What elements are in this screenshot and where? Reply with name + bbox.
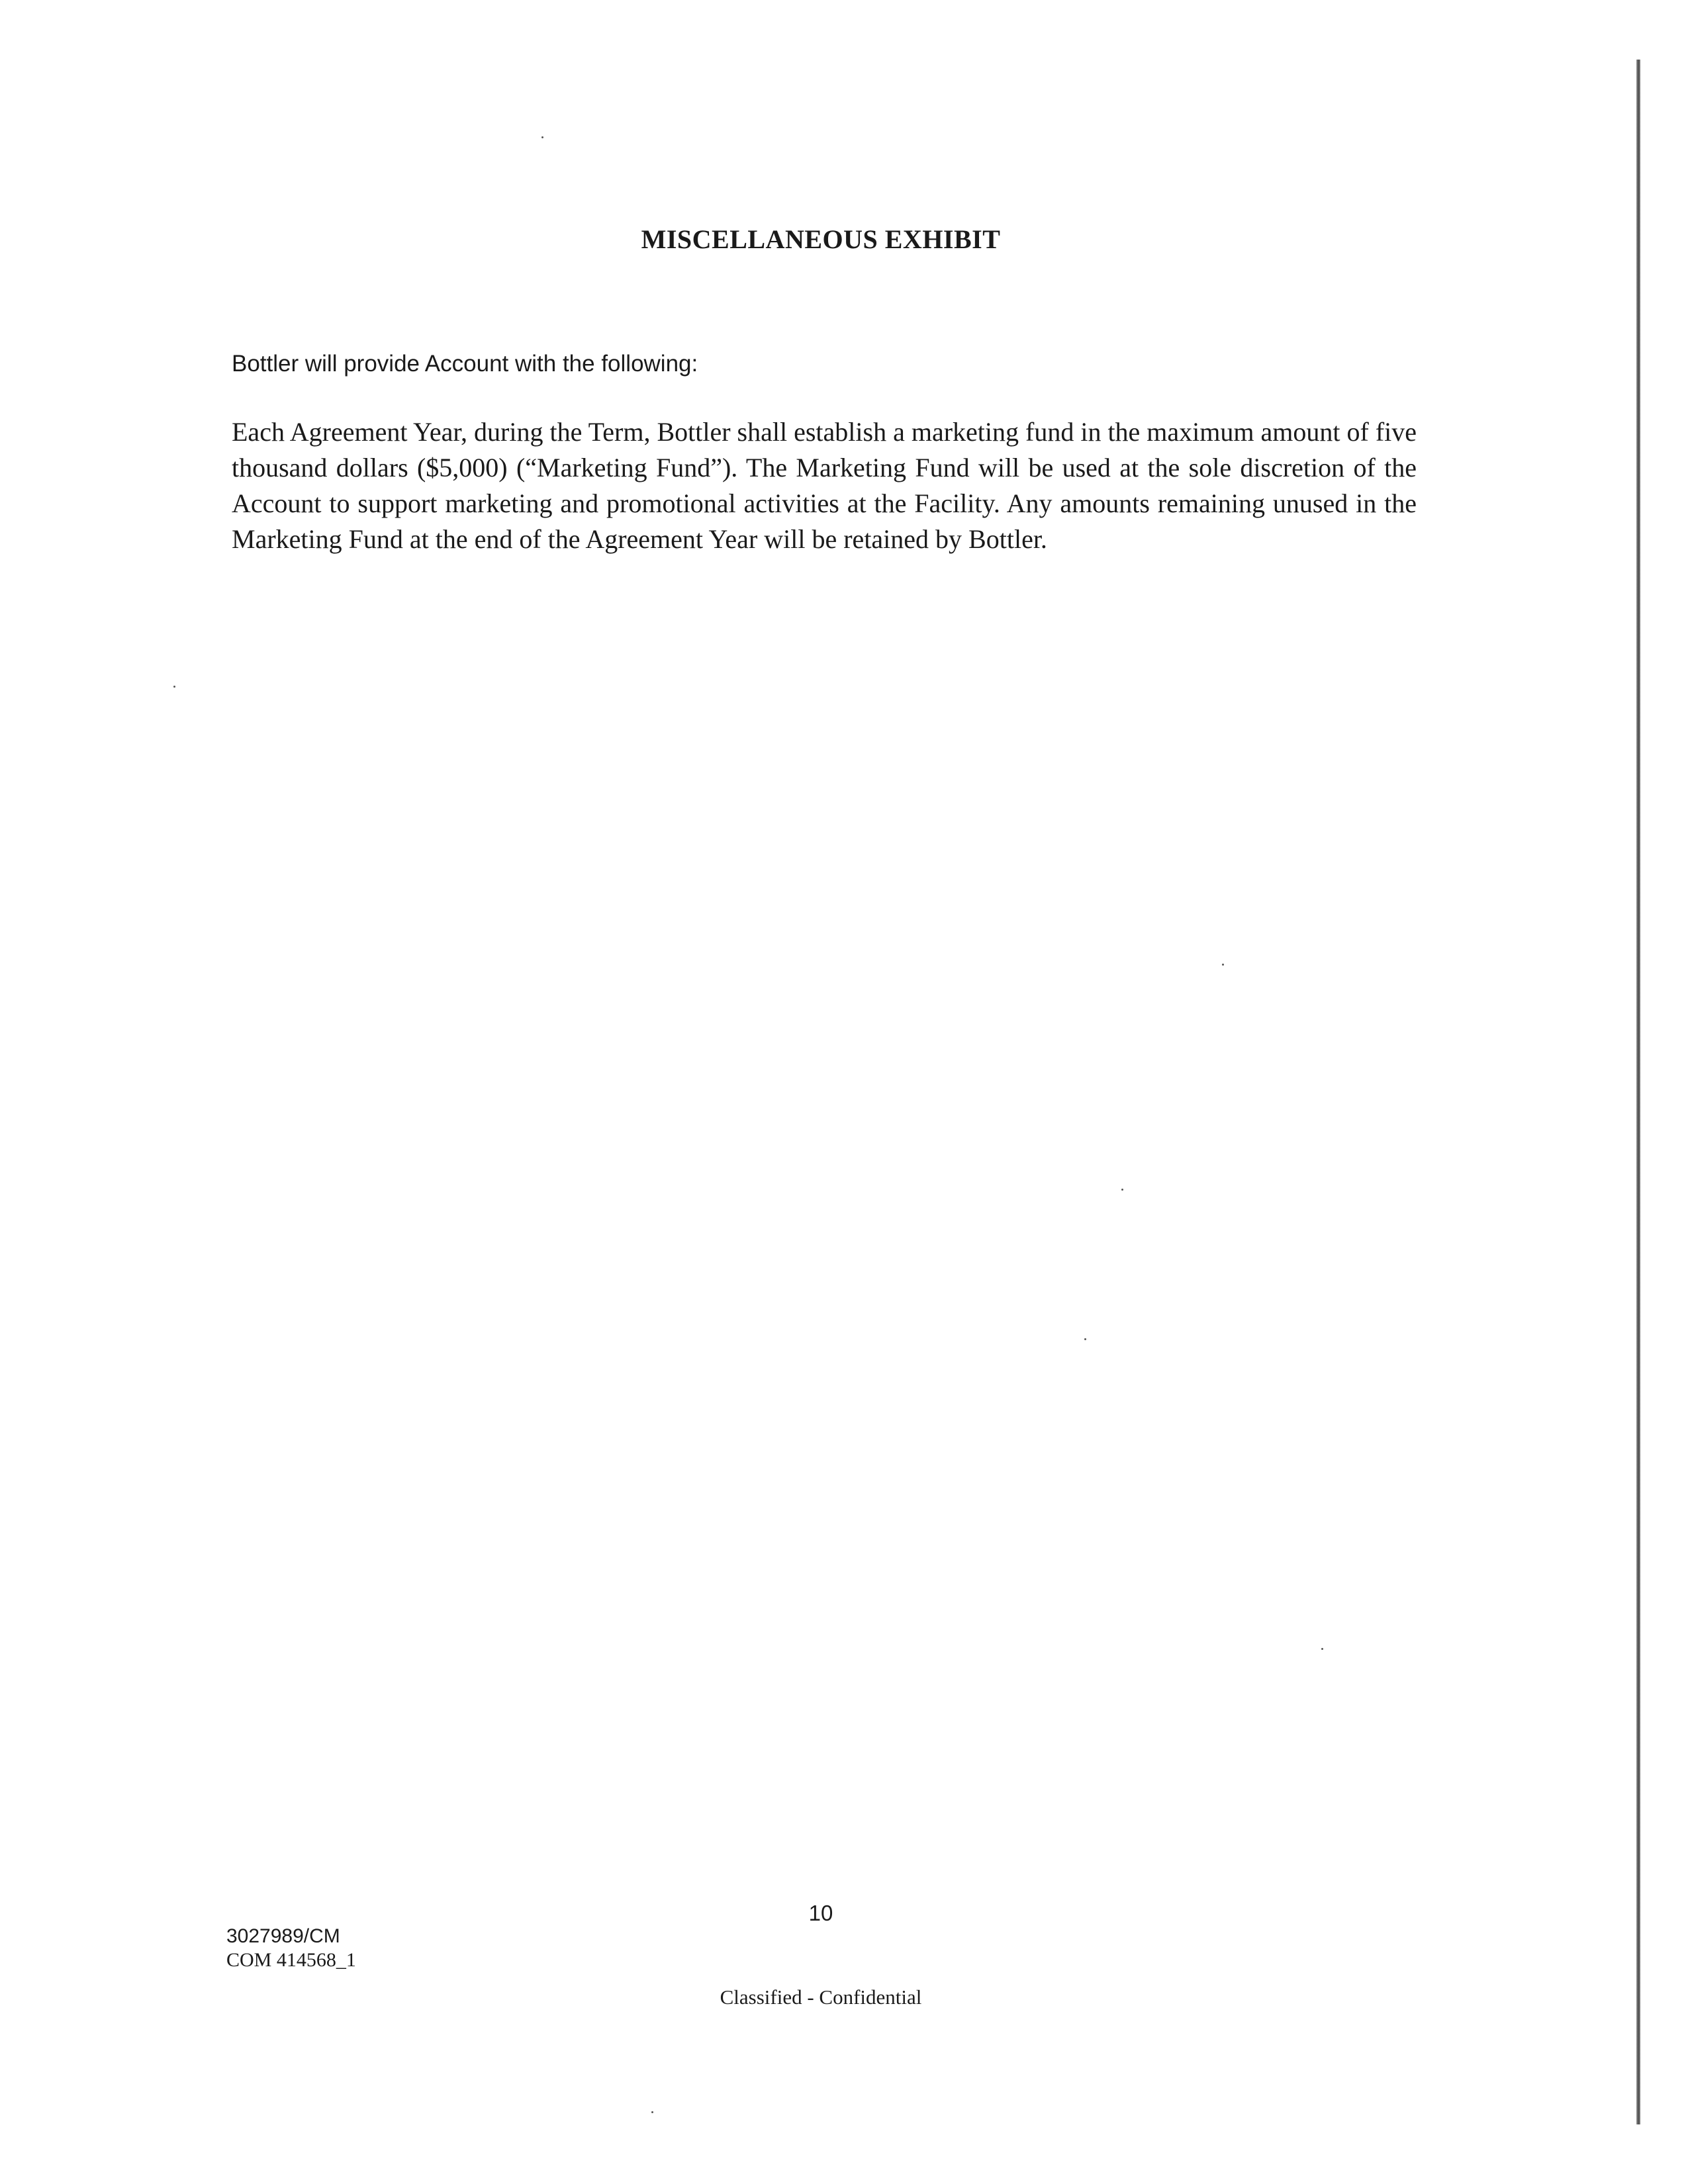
scan-speck	[541, 136, 543, 138]
intro-line: Bottler will provide Account with the following:	[232, 351, 698, 377]
body-paragraph: Each Agreement Year, during the Term, Bottler shall establish a marketing fund in the maximum amount of five thousand dollars ($5,000) (“Marketing Fund”). The Marketing Fund will be used at the sole discretion of the Account to support marketing and promotional activities at the Facility. Any amounts remaining unused in the Marketing Fund at the end of the Agreement Year will be retained by Bottler.	[232, 417, 1417, 554]
scan-speck	[1084, 1338, 1086, 1340]
scan-speck	[1321, 1648, 1323, 1650]
document-id-line1: 3027989/CM	[226, 1925, 340, 1947]
scan-speck	[1222, 964, 1224, 966]
page-number: 10	[808, 1901, 833, 1925]
scan-speck	[173, 686, 175, 688]
document-title: MISCELLANEOUS EXHIBIT	[641, 224, 1001, 254]
document-id	[226, 1925, 356, 1972]
scan-edge-line	[1636, 60, 1640, 2124]
scan-speck	[651, 2111, 653, 2113]
scan-speck	[1121, 1189, 1123, 1191]
document-id-line2: COM 414568_1	[226, 1949, 356, 1971]
classification-label: Classified - Confidential	[720, 1985, 922, 2009]
